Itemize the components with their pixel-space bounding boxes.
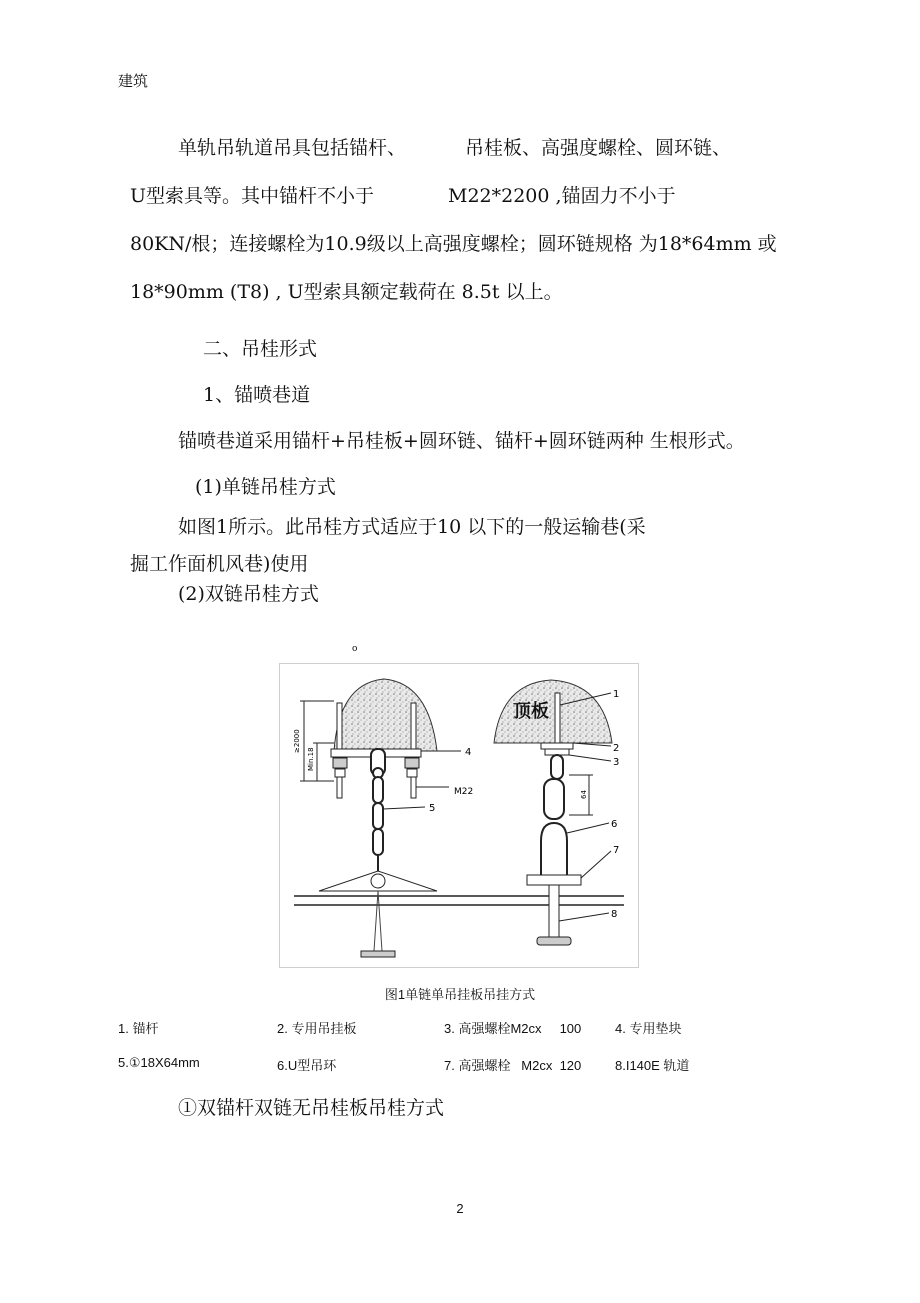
label-m22: M22 — [454, 787, 474, 797]
anchor-bolt-right — [555, 693, 560, 751]
dim-left-inner: Min.18 — [307, 747, 315, 771]
para1-line2a: U型索具等。其中锚杆不小于 — [130, 185, 375, 207]
figure-dot: o — [352, 644, 358, 654]
callout-6: 6 — [611, 819, 618, 830]
callout-5: 5 — [429, 803, 436, 814]
page-number: 2 — [456, 1201, 464, 1216]
subsection-heading: 1、锚喷巷道 — [203, 384, 311, 406]
legend-item-1: 1. 锚杆 — [118, 1021, 159, 1036]
legend-item-3: 3. 高强螺栓M2cx 100 — [444, 1021, 582, 1036]
figure-1-drawing — [279, 663, 639, 968]
sub-heading-double-chain: (2)双链吊桂方式 — [178, 583, 319, 605]
para1-line1a: 单轨吊轨道吊具包括锚杆、 — [178, 137, 407, 159]
callout-2: 2 — [613, 743, 620, 754]
legend-item-8: 8.I140E 轨道 — [615, 1058, 690, 1073]
legend-item-2: 2. 专用吊挂板 — [277, 1021, 357, 1036]
para1-line4: 18*90mm (T8) , U型索具额定载荷在 8.5t 以上。 — [130, 281, 563, 303]
legend-item-7: 7. 高强螺栓 M2cx 120 — [444, 1058, 582, 1073]
callout-8: 8 — [611, 909, 618, 920]
sub-heading-double-anchor: ①双锚杆双链无吊桂板吊桂方式 — [178, 1097, 445, 1119]
figure-caption: 图1单链单吊挂板吊挂方式 — [384, 987, 536, 1002]
page-header: 建筑 — [118, 72, 149, 90]
para3-line1: 如图1所示。此吊桂方式适应于10 以下的一般运输巷(采 — [178, 516, 646, 538]
legend-item-6: 6.U型吊环 — [277, 1058, 337, 1073]
para3-line2: 掘工作面机风巷)使用 — [130, 553, 309, 575]
para1-line3: 80KN/根；连接螺栓为10.9级以上高强度螺栓；圆环链规格 为18*64mm 或 — [130, 233, 777, 255]
legend-item-4: 4. 专用垫块 — [615, 1021, 682, 1036]
sub-heading-single-chain: (1)单链吊桂方式 — [195, 476, 336, 498]
callout-4: 4 — [465, 747, 472, 758]
callout-1: 1 — [613, 689, 620, 700]
para1-line1b: 吊桂板、高强度螺栓、圆环链、 — [465, 137, 732, 159]
section-heading: 二、吊桂形式 — [203, 338, 318, 360]
dim-right: 64 — [580, 790, 588, 799]
callout-3: 3 — [613, 757, 620, 768]
para2: 锚喷巷道采用锚杆+吊桂板+圆环链、锚杆+圆环链两种 生根形式。 — [178, 430, 745, 452]
para1-line2b: M22*2200 ,锚固力不小于 — [448, 185, 676, 207]
callout-7: 7 — [613, 845, 620, 856]
dim-left-outer: ≥2000 — [293, 729, 301, 753]
legend-item-5: 5.①18X64mm — [118, 1055, 200, 1070]
label-top-plate: 顶板 — [513, 701, 549, 722]
